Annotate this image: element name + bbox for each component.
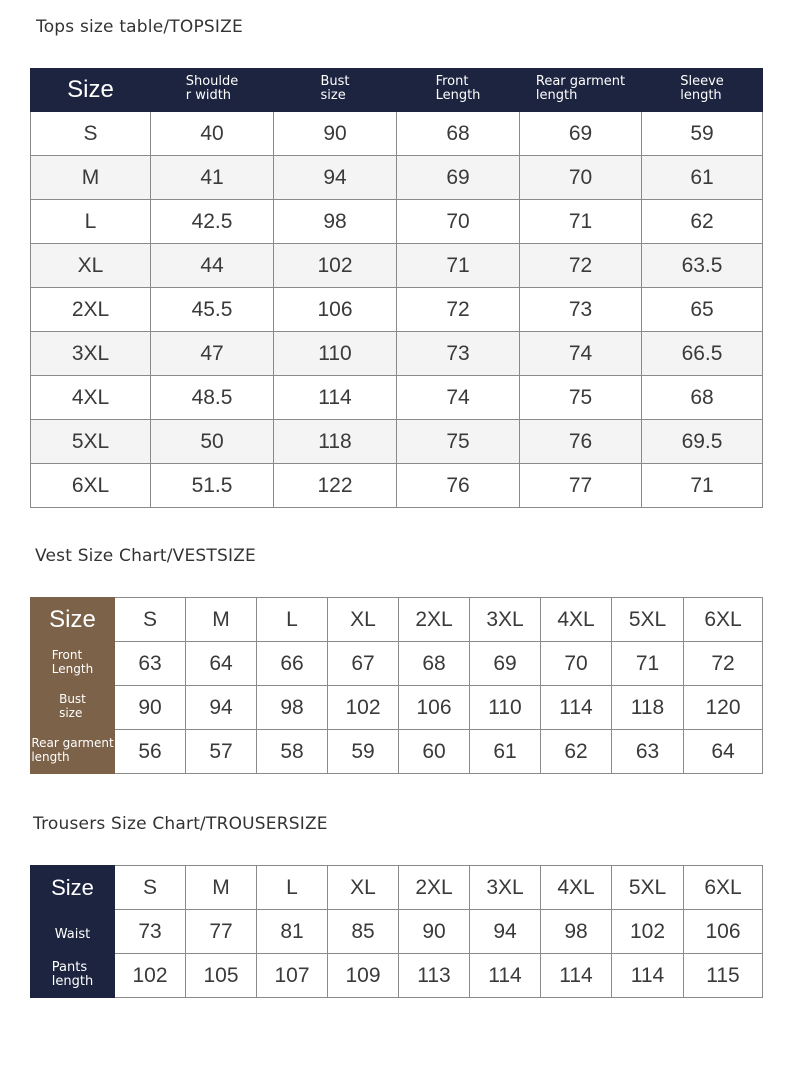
value-cell: 94 — [274, 156, 397, 200]
value-cell: 48.5 — [151, 376, 274, 420]
value-cell: 64 — [186, 642, 257, 686]
tops-header-cell — [151, 69, 274, 112]
value-cell: 102 — [328, 686, 399, 730]
vest-row-label-line: Front — [51, 648, 83, 662]
tops-header-cell-line: Rear garment — [535, 74, 626, 89]
size-cell: 4XL — [541, 866, 612, 910]
value-cell: 62 — [642, 200, 763, 244]
value-cell: 70 — [520, 156, 642, 200]
value-cell: 68 — [642, 376, 763, 420]
tops-header-cell — [274, 69, 397, 112]
value-cell: 98 — [257, 686, 328, 730]
value-cell: 81 — [257, 910, 328, 954]
vest-row-label-text — [59, 692, 86, 720]
tops-header-cell-text — [186, 75, 239, 103]
value-cell: 77 — [520, 464, 642, 508]
value-cell: 68 — [397, 112, 520, 156]
table-row — [31, 464, 763, 508]
value-cell: 98 — [541, 910, 612, 954]
value-cell: 71 — [520, 200, 642, 244]
value-cell: 115 — [684, 954, 763, 998]
value-cell: 70 — [541, 642, 612, 686]
tops-header-cell-line: size — [320, 88, 346, 103]
value-cell: 114 — [541, 686, 612, 730]
trousers-row-label-line: Pants — [51, 959, 88, 975]
value-cell: 69 — [520, 112, 642, 156]
trousers-size-row — [31, 866, 763, 910]
vest-size-table — [30, 597, 763, 774]
trousers-row-label-line: length — [51, 973, 94, 989]
vest-row-label-text — [31, 736, 113, 764]
value-cell: 74 — [520, 332, 642, 376]
value-cell: 90 — [274, 112, 397, 156]
value-cell: 114 — [541, 954, 612, 998]
size-cell: M — [186, 598, 257, 642]
value-cell: 106 — [399, 686, 470, 730]
tops-header-cell — [642, 69, 763, 112]
table-row — [31, 686, 763, 730]
value-cell: 72 — [520, 244, 642, 288]
value-cell: 42.5 — [151, 200, 274, 244]
tops-header-row — [31, 69, 763, 112]
size-cell: S — [115, 866, 186, 910]
value-cell: 90 — [115, 686, 186, 730]
value-cell: 102 — [115, 954, 186, 998]
trousers-size-label: Size — [31, 866, 115, 910]
value-cell: 110 — [274, 332, 397, 376]
tops-section-title: Tops size table/TOPSIZE — [36, 17, 243, 37]
value-cell: 75 — [397, 420, 520, 464]
value-cell: 85 — [328, 910, 399, 954]
value-cell: 67 — [328, 642, 399, 686]
size-cell: 6XL — [684, 866, 763, 910]
size-cell: L — [257, 866, 328, 910]
size-cell: 2XL — [31, 288, 151, 332]
value-cell: 68 — [399, 642, 470, 686]
value-cell: 73 — [520, 288, 642, 332]
value-cell: 72 — [684, 642, 763, 686]
tops-header-cell-line: Bust — [320, 74, 350, 89]
value-cell: 61 — [470, 730, 541, 774]
tops-header-cell — [520, 69, 642, 112]
table-row — [31, 288, 763, 332]
value-cell: 66 — [257, 642, 328, 686]
tops-header-cell-line: Shoulde — [185, 74, 239, 89]
value-cell: 122 — [274, 464, 397, 508]
value-cell: 74 — [397, 376, 520, 420]
size-cell: XL — [31, 244, 151, 288]
value-cell: 65 — [642, 288, 763, 332]
value-cell: 94 — [186, 686, 257, 730]
value-cell: 63 — [612, 730, 684, 774]
table-row — [31, 954, 763, 998]
size-cell: 5XL — [612, 598, 684, 642]
size-cell: M — [186, 866, 257, 910]
vest-row-label-line: Bust — [59, 692, 86, 706]
value-cell: 71 — [397, 244, 520, 288]
tops-header-cell-line: Front — [435, 74, 469, 89]
tops-header-cell-text — [536, 75, 625, 103]
size-cell: S — [31, 112, 151, 156]
value-cell: 70 — [397, 200, 520, 244]
vest-size-row — [31, 598, 763, 642]
table-row — [31, 420, 763, 464]
size-cell: XL — [328, 598, 399, 642]
table-row — [31, 112, 763, 156]
tops-header-cell-text — [320, 75, 349, 103]
vest-row-label — [31, 730, 115, 774]
tops-size-table — [30, 68, 763, 508]
value-cell: 105 — [186, 954, 257, 998]
value-cell: 109 — [328, 954, 399, 998]
value-cell: 50 — [151, 420, 274, 464]
table-row — [31, 156, 763, 200]
tops-header-cell-line: Sleeve — [680, 74, 724, 89]
size-cell: 4XL — [31, 376, 151, 420]
value-cell: 94 — [470, 910, 541, 954]
trousers-size-table — [30, 865, 763, 998]
value-cell: 77 — [186, 910, 257, 954]
value-cell: 66.5 — [642, 332, 763, 376]
size-cell: 4XL — [541, 598, 612, 642]
size-cell: XL — [328, 866, 399, 910]
value-cell: 59 — [328, 730, 399, 774]
size-cell: 5XL — [31, 420, 151, 464]
value-cell: 106 — [274, 288, 397, 332]
trousers-row-label — [31, 954, 115, 998]
table-row — [31, 642, 763, 686]
trousers-row-label-text — [52, 961, 93, 989]
value-cell: 56 — [115, 730, 186, 774]
vest-row-label-line: size — [59, 706, 83, 720]
value-cell: 113 — [399, 954, 470, 998]
size-cell: 2XL — [399, 598, 470, 642]
size-cell: 6XL — [684, 598, 763, 642]
table-row — [31, 376, 763, 420]
tops-header-cell-line: length — [680, 88, 722, 103]
value-cell: 69 — [470, 642, 541, 686]
size-cell: 5XL — [612, 866, 684, 910]
table-row — [31, 200, 763, 244]
size-cell: S — [115, 598, 186, 642]
vest-row-label-line: Rear garment — [31, 736, 114, 750]
tops-header-cell-line: r width — [185, 88, 232, 103]
value-cell: 73 — [397, 332, 520, 376]
value-cell: 118 — [274, 420, 397, 464]
size-cell: 3XL — [31, 332, 151, 376]
value-cell: 58 — [257, 730, 328, 774]
value-cell: 69 — [397, 156, 520, 200]
value-cell: 114 — [274, 376, 397, 420]
tops-header-cell-text — [680, 75, 724, 103]
vest-size-label: Size — [31, 598, 115, 642]
value-cell: 106 — [684, 910, 763, 954]
size-cell: 3XL — [470, 866, 541, 910]
tops-header-cell — [397, 69, 520, 112]
value-cell: 71 — [612, 642, 684, 686]
trousers-row-label — [31, 910, 115, 954]
value-cell: 45.5 — [151, 288, 274, 332]
value-cell: 64 — [684, 730, 763, 774]
value-cell: 40 — [151, 112, 274, 156]
value-cell: 60 — [399, 730, 470, 774]
value-cell: 76 — [397, 464, 520, 508]
value-cell: 114 — [470, 954, 541, 998]
table-row — [31, 332, 763, 376]
value-cell: 76 — [520, 420, 642, 464]
value-cell: 71 — [642, 464, 763, 508]
value-cell: 114 — [612, 954, 684, 998]
tops-header-cell-line: Length — [435, 88, 481, 103]
value-cell: 63.5 — [642, 244, 763, 288]
vest-row-label-line: Length — [51, 662, 94, 676]
value-cell: 102 — [612, 910, 684, 954]
value-cell: 57 — [186, 730, 257, 774]
vest-row-label — [31, 642, 115, 686]
value-cell: 102 — [274, 244, 397, 288]
value-cell: 72 — [397, 288, 520, 332]
table-row — [31, 244, 763, 288]
value-cell: 107 — [257, 954, 328, 998]
tops-header-cell: Size — [31, 69, 151, 112]
trousers-section-title: Trousers Size Chart/TROUSERSIZE — [33, 814, 328, 834]
value-cell: 120 — [684, 686, 763, 730]
value-cell: 98 — [274, 200, 397, 244]
size-cell: M — [31, 156, 151, 200]
trousers-row-label-text — [55, 928, 90, 942]
table-row — [31, 730, 763, 774]
size-cell: 6XL — [31, 464, 151, 508]
vest-row-label-line: length — [31, 750, 70, 764]
tops-header-cell-line: length — [535, 88, 578, 103]
size-cell: 2XL — [399, 866, 470, 910]
value-cell: 44 — [151, 244, 274, 288]
table-row — [31, 910, 763, 954]
size-cell: L — [31, 200, 151, 244]
size-cell: 3XL — [470, 598, 541, 642]
value-cell: 75 — [520, 376, 642, 420]
value-cell: 62 — [541, 730, 612, 774]
value-cell: 118 — [612, 686, 684, 730]
value-cell: 90 — [399, 910, 470, 954]
value-cell: 47 — [151, 332, 274, 376]
value-cell: 59 — [642, 112, 763, 156]
trousers-row-label-line: Waist — [54, 926, 91, 942]
value-cell: 61 — [642, 156, 763, 200]
size-cell: L — [257, 598, 328, 642]
vest-row-label — [31, 686, 115, 730]
value-cell: 110 — [470, 686, 541, 730]
vest-row-label-text — [52, 648, 93, 676]
value-cell: 69.5 — [642, 420, 763, 464]
value-cell: 63 — [115, 642, 186, 686]
tops-header-cell-text — [436, 75, 481, 103]
value-cell: 73 — [115, 910, 186, 954]
value-cell: 41 — [151, 156, 274, 200]
vest-section-title: Vest Size Chart/VESTSIZE — [35, 546, 256, 566]
value-cell: 51.5 — [151, 464, 274, 508]
